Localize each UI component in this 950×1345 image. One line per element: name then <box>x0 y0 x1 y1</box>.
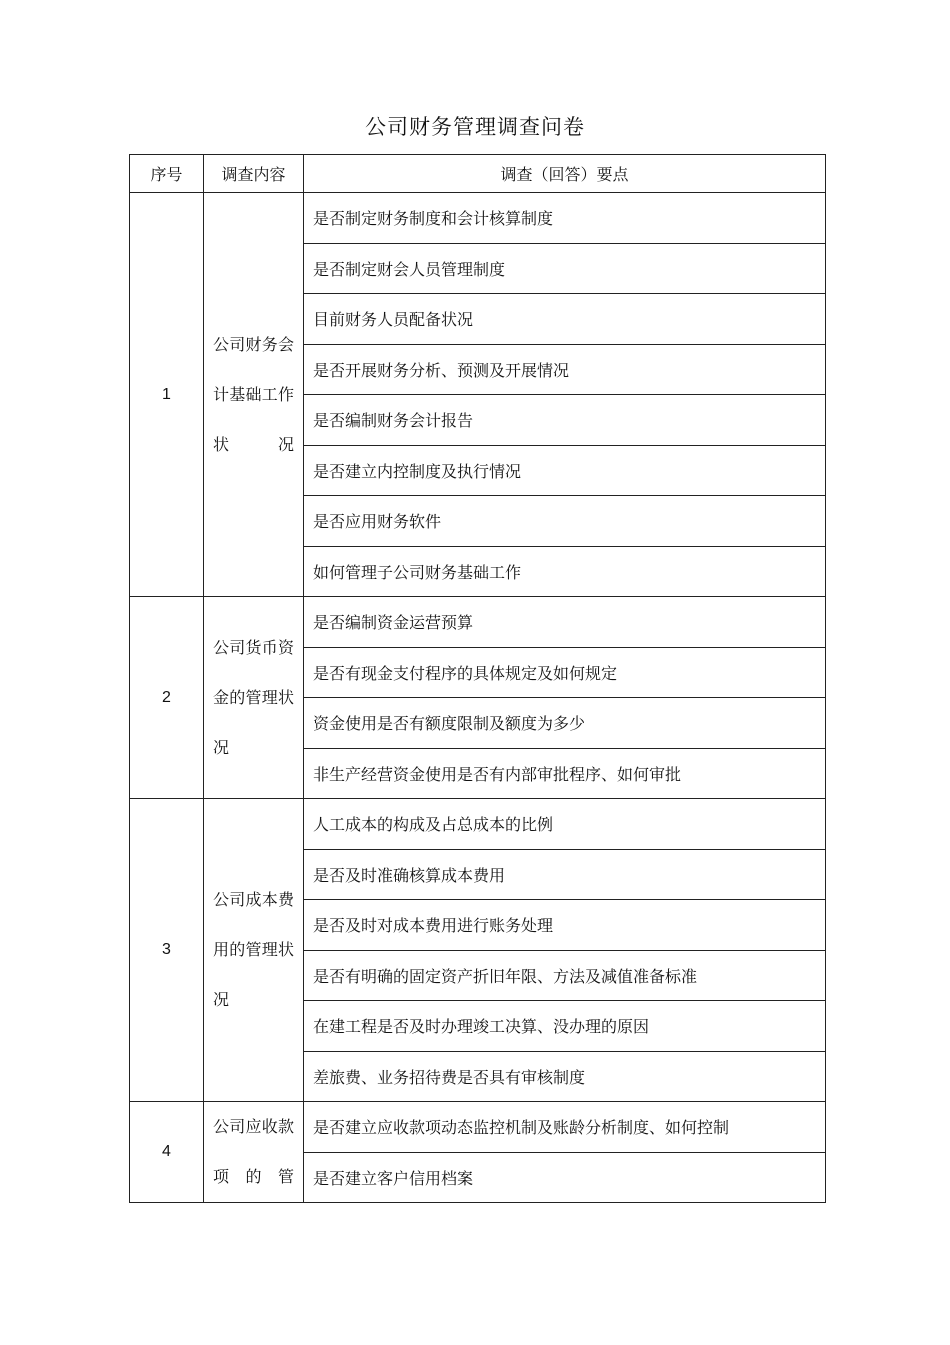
question-point: 是否及时准确核算成本费用 <box>304 849 826 900</box>
table-row <box>130 597 826 648</box>
question-point: 是否编制财务会计报告 <box>304 395 826 446</box>
table-row <box>130 1102 826 1153</box>
table-row <box>130 193 826 244</box>
question-point: 人工成本的构成及占总成本的比例 <box>304 799 826 850</box>
section-content: 公司应收款项的管 <box>204 1102 304 1203</box>
question-point: 是否有明确的固定资产折旧年限、方法及减值准备标准 <box>304 950 826 1001</box>
survey-table <box>129 154 826 1203</box>
section-number: 1 <box>130 193 204 597</box>
question-point: 是否建立应收款项动态监控机制及账龄分析制度、如何控制 <box>304 1102 826 1153</box>
survey-table-body <box>130 193 826 1203</box>
question-point: 在建工程是否及时办理竣工决算、没办理的原因 <box>304 1001 826 1052</box>
question-point: 非生产经营资金使用是否有内部审批程序、如何审批 <box>304 748 826 799</box>
table-row <box>130 799 826 850</box>
question-point: 是否应用财务软件 <box>304 496 826 547</box>
section-number: 3 <box>130 799 204 1102</box>
header-number: 序号 <box>130 155 204 193</box>
question-point: 是否及时对成本费用进行账务处理 <box>304 900 826 951</box>
section-content: 公司财务会计基础工作状况 <box>204 193 304 597</box>
section-content: 公司成本费用的管理状况 <box>204 799 304 1102</box>
question-point: 是否有现金支付程序的具体规定及如何规定 <box>304 647 826 698</box>
section-number: 2 <box>130 597 204 799</box>
question-point: 是否编制资金运营预算 <box>304 597 826 648</box>
header-points: 调查（回答）要点 <box>304 155 826 193</box>
question-point: 是否建立客户信用档案 <box>304 1152 826 1203</box>
header-content: 调查内容 <box>204 155 304 193</box>
table-header-row <box>130 155 826 193</box>
question-point: 目前财务人员配备状况 <box>304 294 826 345</box>
question-point: 资金使用是否有额度限制及额度为多少 <box>304 698 826 749</box>
section-number: 4 <box>130 1102 204 1203</box>
question-point: 是否制定财务制度和会计核算制度 <box>304 193 826 244</box>
question-point: 是否制定财会人员管理制度 <box>304 243 826 294</box>
section-content: 公司货币资金的管理状况 <box>204 597 304 799</box>
question-point: 差旅费、业务招待费是否具有审核制度 <box>304 1051 826 1102</box>
question-point: 是否开展财务分析、预测及开展情况 <box>304 344 826 395</box>
question-point: 是否建立内控制度及执行情况 <box>304 445 826 496</box>
question-point: 如何管理子公司财务基础工作 <box>304 546 826 597</box>
document-title: 公司财务管理调查问卷 <box>365 115 585 139</box>
